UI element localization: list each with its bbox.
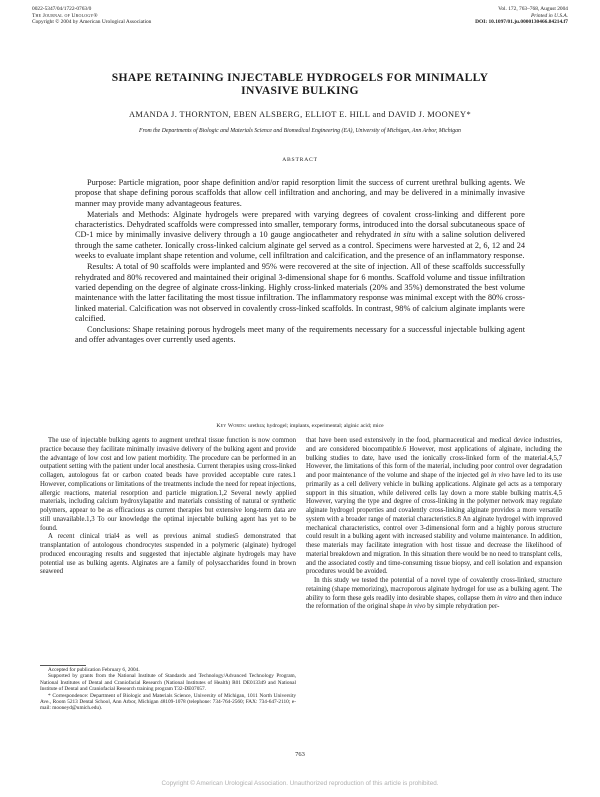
footnote-accepted: Accepted for publication February 6, 2004. xyxy=(48,667,140,673)
key-words xyxy=(30,423,570,429)
intro-paragraph-3: that have been used extensively in the food, pharmaceutical and medical device industries, and are considered biocompatible.6 However, most applications of alginate, including the bulking studies to date, have used the ionically cross-linked form of the material.4,5,7 However, the limitations of this form of the material, including poor control over degradation and poor maintenance of the volume and shape of the injected gel in vivo have led to its use primarily as a cell delivery vehicle in bulking applications. Alginate gel acts as a temporary support in this situation, while delivered cells lay down a more stable bulking matrix.4,5 However, varying the type and degree of cross-linking in the polymer network may regulate alginate hydrogel properties and covalently cross-linking alginate provides a more versatile system with a broader range of material characteristics.8 An alginate hydrogel with improved mechanical characteristics, control over 3-dimensional form and a highly porous structure could result in a bulking agent with increased stability and volume maintenance. In addition, these materials may facilitate integration with host tissue and decrease the likelihood of material breakdown and migration. In this situation there would be no need to transplant cells, and the associated costly and time-consuming tissue biopsy, and cell isolation and expansion procedures would be avoided. xyxy=(306,437,562,576)
intro-paragraph-1: The use of injectable bulking agents to augment urethral tissue function is now common practice because they facilitate minimally invasive delivery of the bulking agent and provide the advantage of low cost and low patient morbidity. The procedure can be performed in an outpatient setting with the patient under local anesthesia. Current therapies using cross-linked collagen, autologous fat or carbon coated beads have provided acceptable cure rates.1 However, complications or limitations of the treatments include the need for repeat injections, allergic reactions, material resorption and particle migration.1,2 Several newly applied materials, including calcium hydroxylapatite and materials consisting of natural or synthetic polymers, appear to be as efficacious as current therapies but extensive long-term data are still unavailable.1,3 To our knowledge the optimal injectable bulking agent has yet to be found. xyxy=(40,437,296,532)
watermark-text: Copyright © American Urological Association. Unauthorized reproduction of this article is prohibited. xyxy=(161,780,439,787)
running-header-left xyxy=(32,6,151,26)
doi: DOI: 10.1097/01.ju.0000130466.84214.f7 xyxy=(475,19,568,26)
footnote-support: Supported by grants from the National Institute of Standards and Technology/Advanced Technology Program, National Institutes of Dental and Craniofacial Research (National Institutes of Health) R01 DE013349 and National Institute of Dental and Craniofacial Research training program T32-DE07057. xyxy=(40,673,296,693)
issn-code: 0022-5347/04/1722-0763/0 xyxy=(32,6,92,12)
title-line-1: SHAPE RETAINING INJECTABLE HYDROGELS FOR MINIMALLY xyxy=(111,71,489,84)
copyright-line: Copyright © 2004 by American Urological Association xyxy=(32,19,152,26)
printed-in: Printed in U.S.A. xyxy=(531,12,568,19)
page-number: 763 xyxy=(295,751,305,758)
abstract-purpose: Purpose: Particle migration, poor shape definition and/or rapid resorption limit the success of current urethral bulking agents. We propose that shape defining porous scaffolds that allow cell infiltration and anchoring, and may be delivered in a minimally invasive manner may provide many advantageous features. xyxy=(75,178,525,208)
abstract-body xyxy=(75,178,525,347)
intro-paragraph-2: A recent clinical trial4 as well as previous animal studies5 demonstrated that transplantation of autologous chondrocytes suspended in a polymeric (alginate) hydrogel produced encouraging results and suggested that injectable alginate hydrogels may have potential use as bulking agents. Alginates are a family of polysaccharides found in brown seaweed xyxy=(40,533,296,576)
affiliation: From the Departments of Biologic and Materials Science and Biomedical Engineering (EA), University of Michigan, Ann Arbor, Michigan xyxy=(139,128,461,134)
footnotes xyxy=(40,667,296,712)
body-column-right xyxy=(306,437,562,612)
body-column-left xyxy=(40,437,296,577)
running-header-right xyxy=(475,6,568,26)
journal-name: The Journal of Urology® xyxy=(32,12,98,19)
footnote-divider xyxy=(40,665,86,666)
abstract-methods: Materials and Methods: Alginate hydrogels were prepared with varying degrees of covalent cross-linking and different pore characteristics. Dehydrated scaffolds were compressed into smaller, temporary forms, introduced into the dorsal subcutaneous space of CD-1 mice by minimally invasive delivery through a 10 gauge angiocatheter and rehydrated in situ with a saline solution delivered through the same catheter. Ionically cross-linked calcium alginate gel served as a control. Specimens were harvested at 2, 6, 12 and 24 weeks to evaluate implant shape retention and volume, cell infiltration and calcification, and the presence of an inflammatory response. xyxy=(75,209,526,261)
key-words-text: urethra; hydrogel; implants, experimental; alginic acid; mice xyxy=(246,423,384,429)
copyright-watermark xyxy=(0,780,600,787)
key-words-label: Key Words: xyxy=(216,423,247,429)
footnote-correspondence: * Correspondence: Department of Biologic and Materials Science, University of Michigan, 1011 North University Ave., Room 5213 Dental School, Ann Arbor, Michigan 48109-1078 (telephone: 734-764-2560; FAX: 734-647-2110; e-mail: mooneyd@umich.edu). xyxy=(40,692,296,712)
abstract-heading: ABSTRACT xyxy=(282,157,318,163)
author-list: AMANDA J. THORNTON, EBEN ALSBERG, ELLIOT E. HILL and DAVID J. MOONEY* xyxy=(128,110,472,119)
volume-info: Vol. 172, 763–768, August 2004 xyxy=(498,6,568,12)
abstract-results: Results: A total of 90 scaffolds were implanted and 95% were recovered at the site of injection. All of these scaffolds successfully rehydrated and 80% recovered and maintained their original 3-dimensional shape for 6 months. Scaffold volume and tissue infiltration varied depending on the degree of alginate cross-linking. Highly cross-linked materials (20% and 35%) demonstrated the best volume maintenance with the latter facilitating the most tissue infiltration. The inflammatory response was minimal except with the 80% cross-linked material. Calcification was not observed in covalently cross-linked scaffolds. In contrast, 98% of calcium alginate implants were calcified. xyxy=(75,262,525,323)
article-title xyxy=(40,71,560,97)
intro-paragraph-4: In this study we tested the potential of a novel type of covalently cross-linked, structure retaining (shape memorizing), macroporous alginate hydrogel for use as a bulking agent. The ability to form these gels readily into desirable shapes, collapse them in vitro and then induce the reformation of the original shape in vivo by simple rehydration per- xyxy=(306,577,562,611)
abstract-conclusions: Conclusions: Shape retaining porous hydrogels meet many of the requirements necessary for a successful injectable bulking agent and offer advantages over currently used agents. xyxy=(75,325,525,345)
title-line-2: INVASIVE BULKING xyxy=(241,84,359,97)
